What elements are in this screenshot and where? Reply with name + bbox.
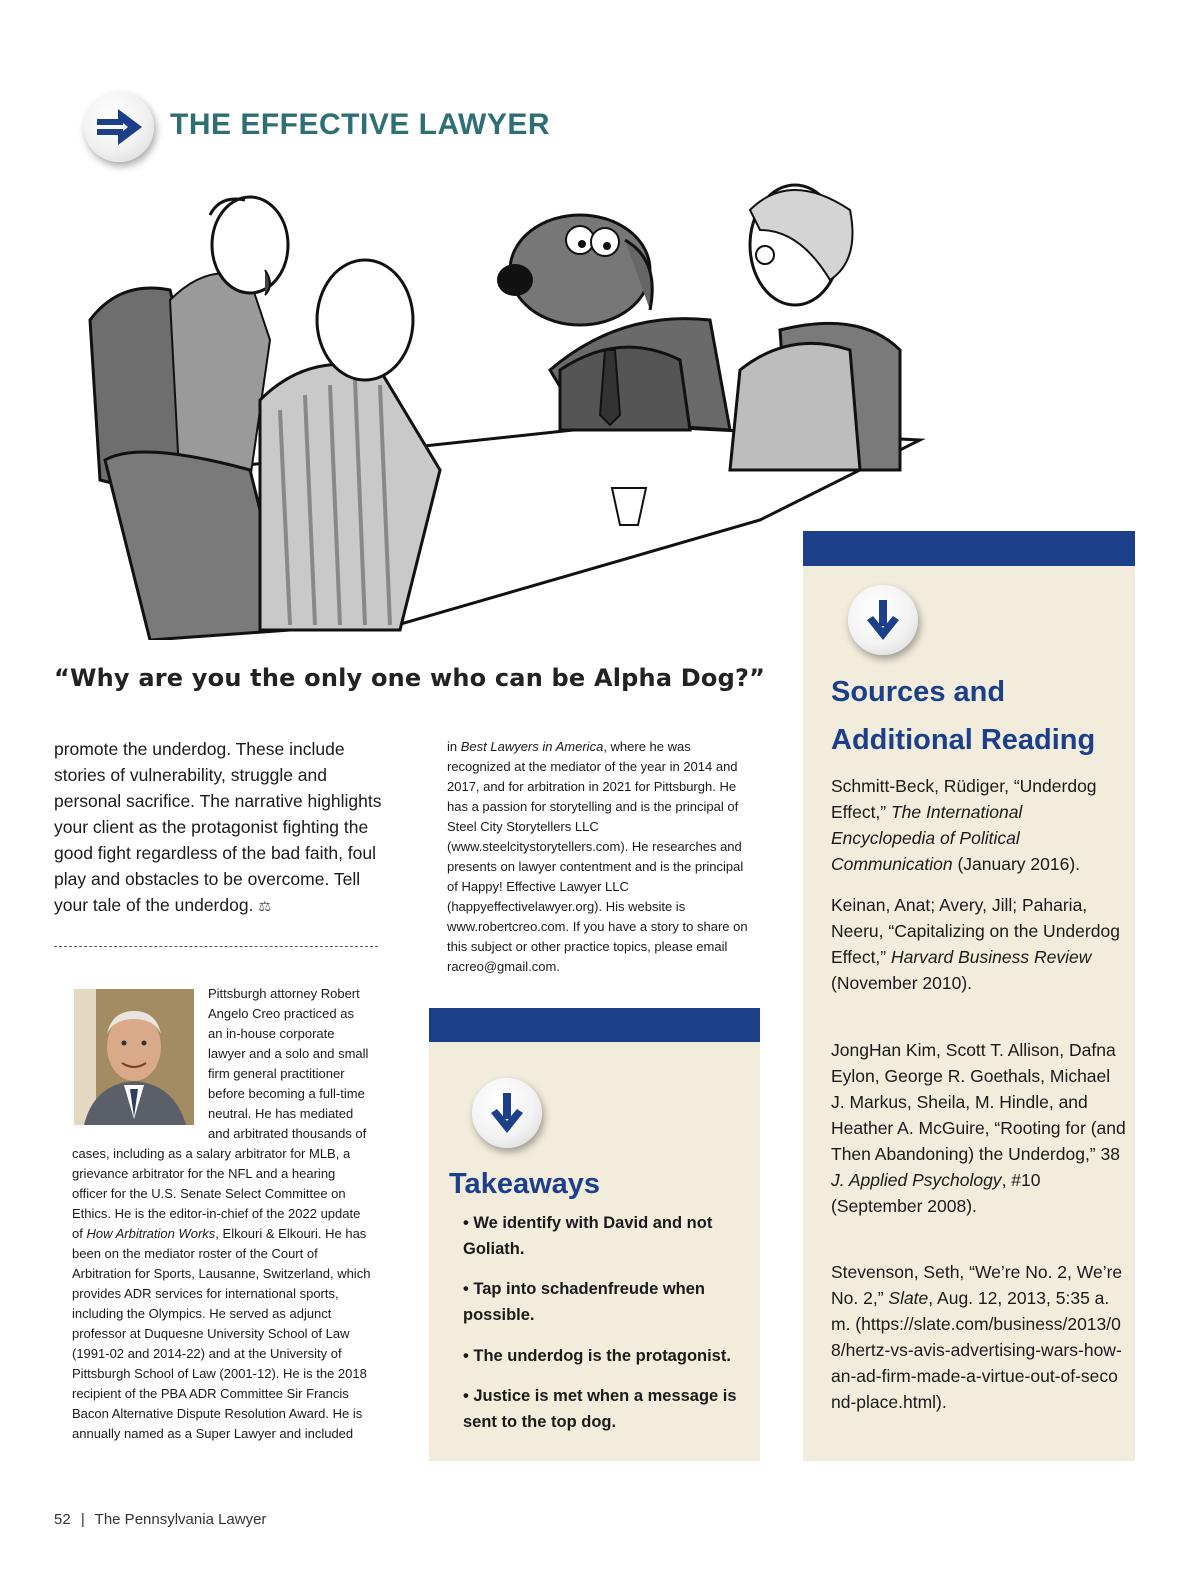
source-citation: Schmitt-Beck, Rüdiger, “Underdog Effect,” The International Encyclopedia of Political Communication (January 2016).	[831, 776, 1097, 874]
takeaway-item: • Tap into schadenfreude when possible.	[463, 1280, 705, 1324]
bio-book-title: How Arbitration Works	[86, 1226, 216, 1241]
footer-separator: |	[80, 1511, 85, 1528]
divider	[54, 946, 378, 947]
end-mark-icon: ⚖	[258, 899, 271, 915]
page-footer	[54, 1511, 266, 1528]
takeaways-title: Takeaways	[449, 1168, 601, 1200]
right-arrow-icon	[84, 92, 154, 162]
sources-title: Sources and Additional Reading	[831, 676, 1096, 756]
sources-header-bar	[803, 531, 1135, 566]
cartoon-caption: “Why are you the only one who can be Alpha Dog?”	[54, 664, 766, 692]
author-photo	[74, 989, 194, 1125]
bio-text-b: , Elkouri & Elkouri. He has been on the mediator roster of the Court of Arbitration for Sports, Lausanne, Switzerland, which provides ADR services for international sports, including the Olympics. He served as adjunct professor at Duquesne University School of Law (1991-02 and 2014-22) and at the University of Pittsburgh School of Law (2001-12). He is the 2018 recipient of the PBA ADR Committee Sir Francis Bacon Alternative Dispute Resolution Award. He is annually named as a Super Lawyer and included	[72, 1226, 371, 1441]
section-title: THE EFFECTIVE LAWYER	[170, 108, 551, 141]
takeaway-item: • We identify with David and not Goliath.	[463, 1214, 713, 1258]
down-arrow-icon	[472, 1078, 542, 1148]
source-citation: Stevenson, Seth, “We’re No. 2, We’re No. 2,” Slate, Aug. 12, 2013, 5:35 a.m. (https://slate.com/business/2013/08/hertz-vs-avis-advertising-wars-how-an-ad-firm-made-a-virtue-out-of-second-place.html).	[831, 1262, 1123, 1412]
takeaways-box	[429, 1008, 760, 1461]
bio-publication-title: Best Lawyers in America	[460, 739, 604, 754]
down-arrow-icon	[848, 585, 918, 655]
page-number: 52	[54, 1511, 71, 1528]
author-bio-continued	[447, 737, 752, 977]
sources-box	[803, 531, 1135, 1461]
takeaway-item: • The underdog is the protagonist.	[463, 1347, 731, 1365]
bio-text-a: Pittsburgh attorney Robert Angelo Creo practiced as an in-house corporate lawyer and a solo and small firm general practitioner before becoming a full-time neutral. He has mediated and arbitrated thousands of cases, including as a salary arbitrator for MLB, a grievance arbitrator for the NFL and a hearing officer for the U.S. Senate Select Committee on Ethics. He is the editor-in-chief of the 2022 update of	[72, 986, 369, 1241]
takeaway-item: • Justice is met when a message is sent to the top dog.	[463, 1387, 737, 1431]
bio-text-d: , where he was recognized at the mediator of the year in 2014 and 2017, and for arbitration in 2021 for Pittsburgh. He has a passion for storytelling and is the principal of Steel City Storytellers LLC (www.steelcitystorytellers.com). He researches and presents on lawyer contentment and is the principal of Happy! Effective Lawyer LLC (happyeffectivelawyer.org). His website is www.robertcreo.com. If you have a story to share on this subject or other practice topics, please email racreo@gmail.com.	[447, 739, 748, 974]
source-citation: JongHan Kim, Scott T. Allison, Dafna Eylon, George R. Goethals, Michael J. Markus, Sheila, M. Hindle, and Heather A. McGuire, “Rooting for (and Then Abandoning) the Underdog,” 38 J. Applied Psychology, #10 (September 2008).	[831, 1040, 1126, 1216]
publication-name: The Pennsylvania Lawyer	[94, 1511, 267, 1528]
source-citation: Keinan, Anat; Avery, Jill; Paharia, Neeru, “Capitalizing on the Underdog Effect,” Harvard Business Review (November 2010).	[831, 895, 1120, 993]
bio-text-c: in	[447, 739, 461, 754]
article-paragraph-text: promote the underdog. These include stories of vulnerability, struggle and personal sacrifice. The narrative highlights your client as the protagonist fighting the good fight regardless of the bad faith, foul play and obstacles to be overcome. Tell your tale of the underdog.	[54, 739, 382, 915]
article-closing-paragraph	[54, 736, 394, 920]
takeaways-header-bar	[429, 1008, 760, 1042]
